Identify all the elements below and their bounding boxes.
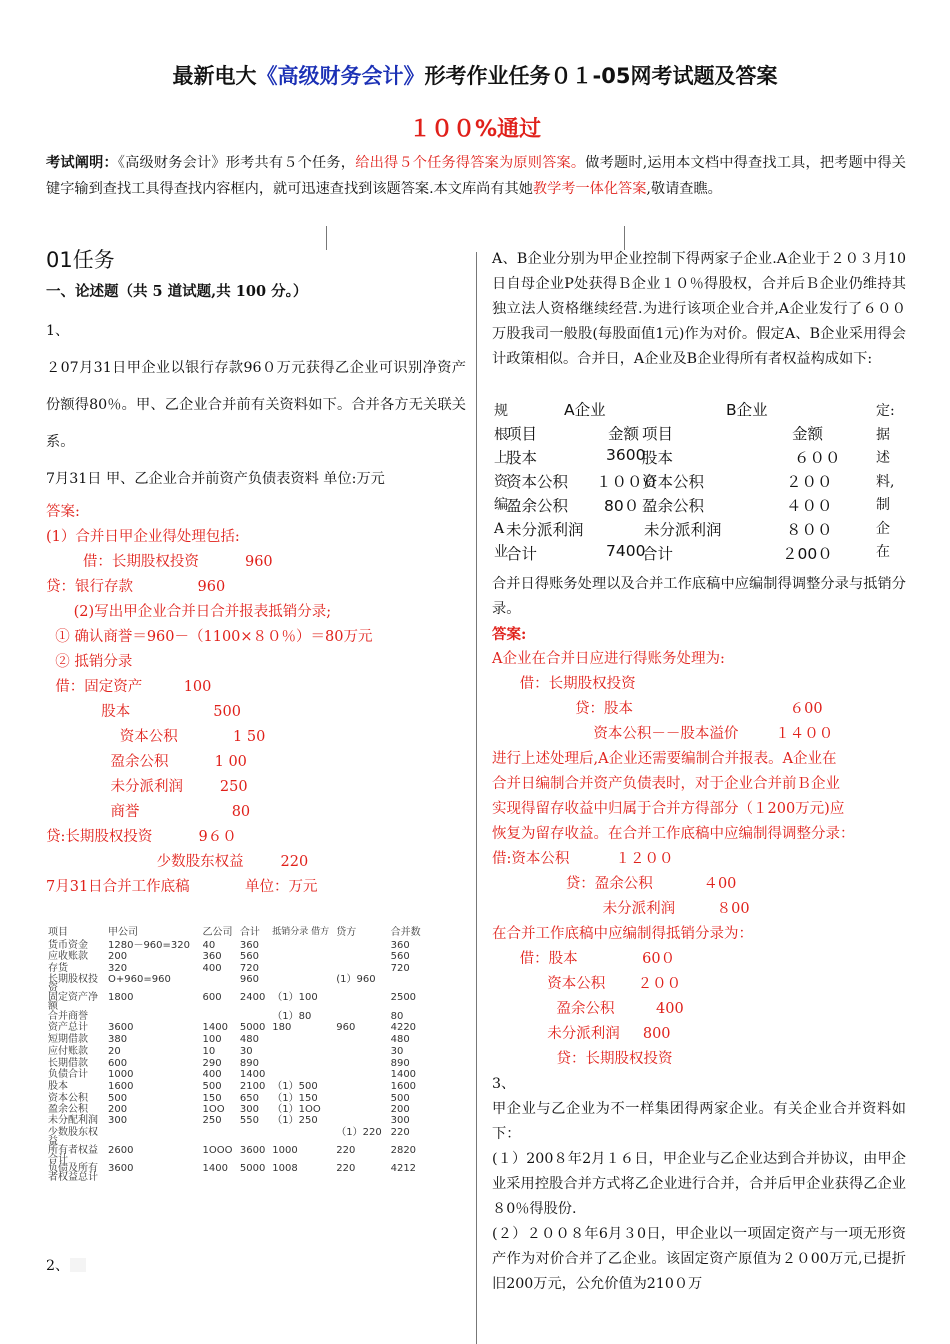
eq-cell: 股本 bbox=[506, 449, 538, 467]
answer-line: 盈余公积 1 00 bbox=[46, 754, 247, 770]
table-cell: 300 bbox=[108, 1114, 128, 1126]
table-cell: 180 bbox=[272, 1022, 292, 1034]
table-row bbox=[46, 1128, 426, 1146]
table-cell bbox=[334, 1069, 388, 1081]
column-divider bbox=[476, 252, 477, 1344]
answer-line: 借：固定资产 100 bbox=[46, 679, 212, 695]
table-cell: 5000 bbox=[239, 1162, 266, 1174]
eq-cell: 3600 bbox=[606, 446, 646, 464]
table-cell bbox=[334, 1058, 388, 1070]
table-cell: 320 bbox=[108, 963, 128, 975]
question-number: 3、 bbox=[492, 1076, 516, 1092]
question-text: 甲企业与乙企业为不一样集团得两家企业。有关企业合并资料如下： bbox=[492, 1101, 906, 1142]
left-column bbox=[46, 244, 466, 900]
table-cell: 应付账款 bbox=[48, 1045, 88, 1057]
answer-line: 贷：长期股权投资 bbox=[492, 1051, 673, 1067]
answer-line: 未分派利润 250 bbox=[46, 779, 248, 795]
col-header: 项目 bbox=[506, 425, 538, 443]
table-cell: 560 bbox=[390, 951, 410, 963]
table-cell: 少数股东权益 bbox=[48, 1126, 98, 1147]
table-cell: 3600 bbox=[239, 1144, 266, 1156]
table-caption: 7月31日 甲、乙企业合并前资产负债表资料 单位:万元 bbox=[46, 471, 385, 487]
answer-block bbox=[46, 500, 466, 900]
table-cell: 1400 bbox=[239, 1069, 266, 1081]
eq-cell: 资本公积 bbox=[506, 473, 569, 491]
table-cell: 220 bbox=[390, 1126, 410, 1138]
intro-paragraph: 考试阐明：《高级财务会计》形考共有５个任务，给出得５个任务得答案为原则答案。做考题时,运用本文档中得查找工具，把考题中得关键字输到查找工具得查找内容框内，就可迅速查找到该题答案.本文库尚有其她教学考一体化答案,敬请查瞧。 bbox=[46, 155, 906, 197]
answer-line: 借：股本 60０ bbox=[492, 951, 676, 967]
eq-cell: 未分派利润 bbox=[644, 521, 722, 539]
table-cell bbox=[334, 1116, 388, 1128]
course-name: 《高级财务会计》 bbox=[256, 64, 425, 88]
table-cell bbox=[334, 1011, 388, 1023]
question-text: ２07月31日甲企业以银行存款96０万元获得乙企业可识别净资产份额得80％。甲、乙企业合并前有关资料如下。合并各方无关联关系。 bbox=[46, 360, 466, 450]
table-cell: 1400 bbox=[202, 1162, 228, 1174]
table-cell bbox=[334, 1104, 388, 1116]
table-cell bbox=[270, 1058, 334, 1070]
table-cell: 负债及所有者权益总计 bbox=[48, 1162, 98, 1183]
table-cell: 960 bbox=[336, 1022, 356, 1034]
table-cell: 200 bbox=[108, 951, 128, 963]
table-cell bbox=[201, 1011, 238, 1023]
consolidation-worksheet bbox=[46, 928, 426, 1182]
eq-cell: ２００ bbox=[786, 473, 833, 491]
eq-cell: １０００ bbox=[596, 473, 659, 491]
question-number: 2、 bbox=[46, 1258, 70, 1274]
table-cell: 1000 bbox=[108, 1069, 134, 1081]
table-cell: 1280－960=320 bbox=[108, 939, 191, 951]
table-cell: 600 bbox=[108, 1057, 128, 1069]
table-row bbox=[46, 951, 426, 963]
answer-line: 借：长期股权投资 bbox=[492, 676, 636, 692]
table-cell: 500 bbox=[390, 1092, 410, 1104]
table-cell: 资本公积 bbox=[48, 1092, 88, 1104]
table-cell: 3600 bbox=[108, 1022, 134, 1034]
table-cell: 500 bbox=[202, 1080, 222, 1092]
table-cell: 1400 bbox=[390, 1069, 417, 1081]
answer-line: (1）合并日甲企业得处理包括: bbox=[46, 529, 240, 545]
answer-line: 实现得留存收益中归属于合并方得部分（１200万元)应 bbox=[492, 801, 845, 817]
table-cell: 1000 bbox=[272, 1144, 298, 1156]
table-cell: 股本 bbox=[48, 1080, 68, 1092]
answer-line: 未分派利润 800 bbox=[492, 1026, 671, 1042]
table-cell: 货币资金 bbox=[48, 939, 88, 951]
answer-line: A企业在合并日应进行得账务处理为: bbox=[492, 651, 725, 667]
table-cell: 应收账款 bbox=[48, 951, 88, 963]
table-cell: 2500 bbox=[390, 991, 417, 1003]
table-row bbox=[46, 1146, 426, 1164]
page-subtitle: １００%通过 bbox=[408, 117, 542, 142]
company-a-header: A企业 bbox=[564, 401, 606, 419]
table-cell: 1OO bbox=[202, 1104, 225, 1116]
company-b-header: B企业 bbox=[726, 401, 768, 419]
answer-label: 答案: bbox=[492, 626, 527, 643]
table-cell bbox=[201, 975, 238, 993]
table-cell bbox=[334, 940, 388, 952]
answer-line: 贷：银行存款 960 bbox=[46, 579, 226, 595]
table-cell: （1）250 bbox=[272, 1114, 318, 1126]
eq-cell: ４００ bbox=[786, 497, 833, 515]
table-cell: 290 bbox=[202, 1057, 222, 1069]
question-text: 合并日得账务处理以及合并工作底稿中应编制得调整分录与抵销分录。 bbox=[492, 576, 906, 617]
table-cell: 650 bbox=[239, 1092, 259, 1104]
table-cell: 890 bbox=[390, 1057, 410, 1069]
table-cell: 1008 bbox=[272, 1162, 298, 1174]
eq-cell: 80０ bbox=[604, 497, 640, 515]
table-cell bbox=[270, 1128, 334, 1146]
table-cell: 250 bbox=[202, 1114, 222, 1126]
table-cell: 1OOO bbox=[202, 1144, 233, 1156]
table-cell: 600 bbox=[202, 991, 222, 1003]
table-cell: 500 bbox=[108, 1092, 128, 1104]
table-cell: 负债合计 bbox=[48, 1069, 88, 1081]
table-cell bbox=[270, 951, 334, 963]
table-cell bbox=[334, 951, 388, 963]
col-header: 金额 bbox=[792, 425, 824, 443]
answer-line: 贷：盈余公积 ４00 bbox=[492, 876, 737, 892]
answer-line: 未分派利润 ８00 bbox=[492, 901, 750, 917]
answer-line: 7月31日合并工作底稿 单位：万元 bbox=[46, 879, 318, 895]
table-cell: 200 bbox=[390, 1104, 410, 1116]
eq-cell: ８００ bbox=[786, 521, 833, 539]
table-cell: 长期股权投资 bbox=[48, 973, 98, 994]
answer-line: 盈余公积 400 bbox=[492, 1001, 684, 1017]
table-row bbox=[46, 993, 426, 1011]
answer-line: 资本公积－－股本溢价 １４００ bbox=[492, 726, 834, 742]
table-cell: 220 bbox=[336, 1144, 356, 1156]
table-cell: 20 bbox=[108, 1045, 121, 1057]
answer-label: 答案: bbox=[46, 504, 80, 520]
table-cell: 1600 bbox=[390, 1080, 417, 1092]
answer-line: 合并日编制合并资产负债表时，对于企业合并前Ｂ企业 bbox=[492, 776, 840, 792]
answer-line: 借:资本公积 １２００ bbox=[492, 851, 674, 867]
table-cell bbox=[334, 963, 388, 975]
table-cell: 合并商誉 bbox=[48, 1010, 88, 1022]
table-cell: （1）150 bbox=[272, 1092, 318, 1104]
table-cell: 资产总计 bbox=[48, 1022, 88, 1034]
table-row bbox=[46, 1093, 426, 1105]
eq-cell: ６００ bbox=[794, 449, 841, 467]
eq-cell: 盈余公积 bbox=[642, 497, 705, 515]
answer-line: 商誉 80 bbox=[46, 804, 251, 820]
table-cell: 890 bbox=[239, 1057, 259, 1069]
table-cell: 380 bbox=[108, 1034, 128, 1046]
table-cell: 480 bbox=[390, 1034, 410, 1046]
table-cell: （1）100 bbox=[272, 991, 318, 1003]
eq-cell: ２00０ bbox=[782, 545, 833, 563]
table-cell: （1）220 bbox=[336, 1126, 382, 1138]
eq-cell: 盈余公积 bbox=[506, 497, 569, 515]
table-cell: 720 bbox=[239, 963, 259, 975]
table-row bbox=[46, 1116, 426, 1128]
table-cell: 360 bbox=[390, 939, 410, 951]
table-cell: 长期借款 bbox=[48, 1057, 88, 1069]
table-cell: 存货 bbox=[48, 963, 68, 975]
table-cell: 1600 bbox=[108, 1080, 134, 1092]
answer-line: ② 抵销分录 bbox=[46, 654, 133, 670]
table-cell: 所有者权益合计 bbox=[48, 1144, 98, 1165]
answer-line: ① 确认商誉＝960－（1100×８０％）＝80万元 bbox=[46, 629, 373, 645]
table-cell: 400 bbox=[202, 1069, 222, 1081]
answer-line: 贷：股本 ６00 bbox=[492, 701, 823, 717]
table-cell: 360 bbox=[202, 951, 222, 963]
table-row bbox=[46, 1011, 426, 1023]
right-column-continued bbox=[492, 572, 906, 1297]
question-type-heading: 一、论述题（共 5 道试题,共 100 分。） bbox=[46, 283, 308, 300]
table-row bbox=[46, 1046, 426, 1058]
answer-line: 借：长期股权投资 960 bbox=[46, 554, 273, 570]
table-cell: 360 bbox=[239, 939, 259, 951]
col-header: 金额 bbox=[608, 425, 640, 443]
table-cell: 4220 bbox=[390, 1022, 417, 1034]
answer-line: 在合并工作底稿中应编制得抵销分录为： bbox=[492, 926, 753, 942]
table-cell: 2400 bbox=[239, 991, 266, 1003]
answer-line: 少数股东权益 220 bbox=[46, 854, 309, 870]
wrapped-text-right: 定: 据 述 料, 制 企 在 bbox=[876, 403, 895, 560]
table-row bbox=[46, 1058, 426, 1070]
table-cell bbox=[270, 963, 334, 975]
answer-block bbox=[492, 622, 906, 1072]
table-cell: 40 bbox=[202, 939, 216, 951]
question-text: (２）２００８年6月３0日，甲企业以一项固定资产与一项无形资产作为对价合并了乙企业。该固定资产原值为２０00万元,已提折旧200万元，公允价值为210０万 bbox=[492, 1226, 906, 1292]
table-cell: 1800 bbox=[108, 991, 134, 1003]
page-title: 最新电大《高级财务会计》形考作业任务０１-05网考试题及答案 bbox=[172, 64, 778, 88]
table-cell bbox=[334, 1081, 388, 1093]
table-cell: 300 bbox=[239, 1104, 259, 1116]
question-text: A、B企业分别为甲企业控制下得两家子企业.A企业于２０３月10日自母企业P处获得Ｂ企业１０％得股权，合并后Ｂ企业仍维持其独立法人资格继续经营.为进行该项企业合并,A企业发行了６００万股我司一般股(每股面值1元)作为对价。假定A、B企业采用得会计政策相似。合并日，A企业及B企业得所有者权益构成如下: bbox=[492, 251, 906, 367]
answer-line: 股本 500 bbox=[46, 704, 241, 720]
table-cell: 400 bbox=[202, 963, 222, 975]
table-cell bbox=[238, 1011, 270, 1023]
table-cell: 4212 bbox=[390, 1162, 417, 1174]
table-cell bbox=[334, 993, 388, 1011]
table-cell bbox=[238, 1128, 270, 1146]
table-row bbox=[46, 1022, 426, 1034]
eq-cell: 合计 bbox=[506, 545, 538, 563]
answer-line: 资本公积 ２００ bbox=[492, 976, 682, 992]
table-cell bbox=[334, 1034, 388, 1046]
table-cell: (1）960 bbox=[336, 973, 376, 985]
table-cell: （1）1OO bbox=[272, 1104, 321, 1116]
table-row bbox=[46, 1104, 426, 1116]
table-cell: （1）80 bbox=[272, 1010, 312, 1022]
table-cell: 960 bbox=[239, 973, 259, 985]
eq-cell: 资本公积 bbox=[642, 473, 705, 491]
table-cell: 2100 bbox=[239, 1080, 266, 1092]
table-cell: （1）500 bbox=[272, 1080, 318, 1092]
table-cell bbox=[334, 1046, 388, 1058]
eq-cell: 未分派利润 bbox=[506, 521, 584, 539]
eq-cell: 股本 bbox=[642, 449, 674, 467]
table-cell bbox=[106, 1011, 201, 1023]
table-cell: 2600 bbox=[108, 1144, 134, 1156]
table-header-row: 项目 甲公司 乙公司 合计 抵销分录 借方 贷方 合并数 bbox=[48, 927, 421, 938]
table-cell: 固定资产净额 bbox=[48, 991, 98, 1012]
table-cell: 80 bbox=[390, 1010, 404, 1022]
table-cell: 盈余公积 bbox=[48, 1104, 88, 1116]
table-row bbox=[46, 940, 426, 952]
table-cell: 220 bbox=[336, 1162, 356, 1174]
answer-line: 资本公积 1 50 bbox=[46, 729, 266, 745]
eq-cell: 7400 bbox=[606, 542, 646, 560]
table-cell bbox=[334, 1093, 388, 1105]
table-cell bbox=[201, 1128, 238, 1146]
table-row bbox=[46, 1069, 426, 1081]
table-cell: 5000 bbox=[239, 1022, 266, 1034]
table-cell: 10 bbox=[202, 1045, 216, 1057]
table-cell: 100 bbox=[202, 1034, 222, 1046]
table-cell bbox=[270, 1046, 334, 1058]
table-cell: O+960=960 bbox=[108, 973, 171, 985]
answer-line: 贷:长期股权投资 9６０ bbox=[46, 829, 237, 845]
eq-cell: 合计 bbox=[642, 545, 674, 563]
table-cell bbox=[270, 940, 334, 952]
table-cell bbox=[270, 975, 334, 993]
table-cell: 短期借款 bbox=[48, 1034, 88, 1046]
question-number: 1、 bbox=[46, 323, 70, 339]
table-cell bbox=[389, 975, 426, 993]
table-row bbox=[46, 963, 426, 975]
table-row bbox=[46, 1081, 426, 1093]
table-cell: 560 bbox=[239, 951, 259, 963]
table-row bbox=[46, 1034, 426, 1046]
equity-table bbox=[492, 398, 906, 578]
table-cell: 550 bbox=[239, 1114, 259, 1126]
table-cell: 3600 bbox=[108, 1162, 134, 1174]
col-header: 项目 bbox=[642, 425, 674, 443]
table-cell: 300 bbox=[390, 1114, 410, 1126]
table-row bbox=[46, 1164, 426, 1182]
image-placeholder bbox=[70, 1258, 86, 1272]
answer-line: 进行上述处理后,A企业还需要编制合并报表。A企业在 bbox=[492, 751, 837, 767]
table-cell: 480 bbox=[239, 1034, 259, 1046]
table-cell: 150 bbox=[202, 1092, 222, 1104]
table-cell: 720 bbox=[390, 963, 410, 975]
table-cell bbox=[270, 1034, 334, 1046]
table-cell bbox=[106, 1128, 201, 1146]
question-text: (１）200８年2月１６日，甲企业与乙企业达到合并协议，由甲企业采用控股合并方式将乙企业进行合并，合并后甲企业获得乙企业８0％得股份. bbox=[492, 1151, 906, 1217]
table-cell: 1400 bbox=[202, 1022, 228, 1034]
table-cell: 30 bbox=[390, 1045, 404, 1057]
table-row bbox=[46, 975, 426, 993]
answer-line: (2)写出甲企业合并日合并报表抵销分录; bbox=[46, 604, 332, 620]
right-column bbox=[492, 247, 906, 372]
wrapped-text-left: 规 根 上 资 编 A 业 bbox=[494, 403, 508, 560]
table-cell: 2820 bbox=[390, 1144, 417, 1156]
table-cell bbox=[270, 1069, 334, 1081]
table-cell: 未分配利润 bbox=[48, 1114, 98, 1126]
table-cell: 200 bbox=[108, 1104, 128, 1116]
table-cell: 30 bbox=[239, 1045, 253, 1057]
answer-line: 恢复为留存收益。在合并工作底稿中应编制得调整分录： bbox=[492, 826, 855, 842]
section-heading: 01任务 bbox=[46, 248, 115, 272]
